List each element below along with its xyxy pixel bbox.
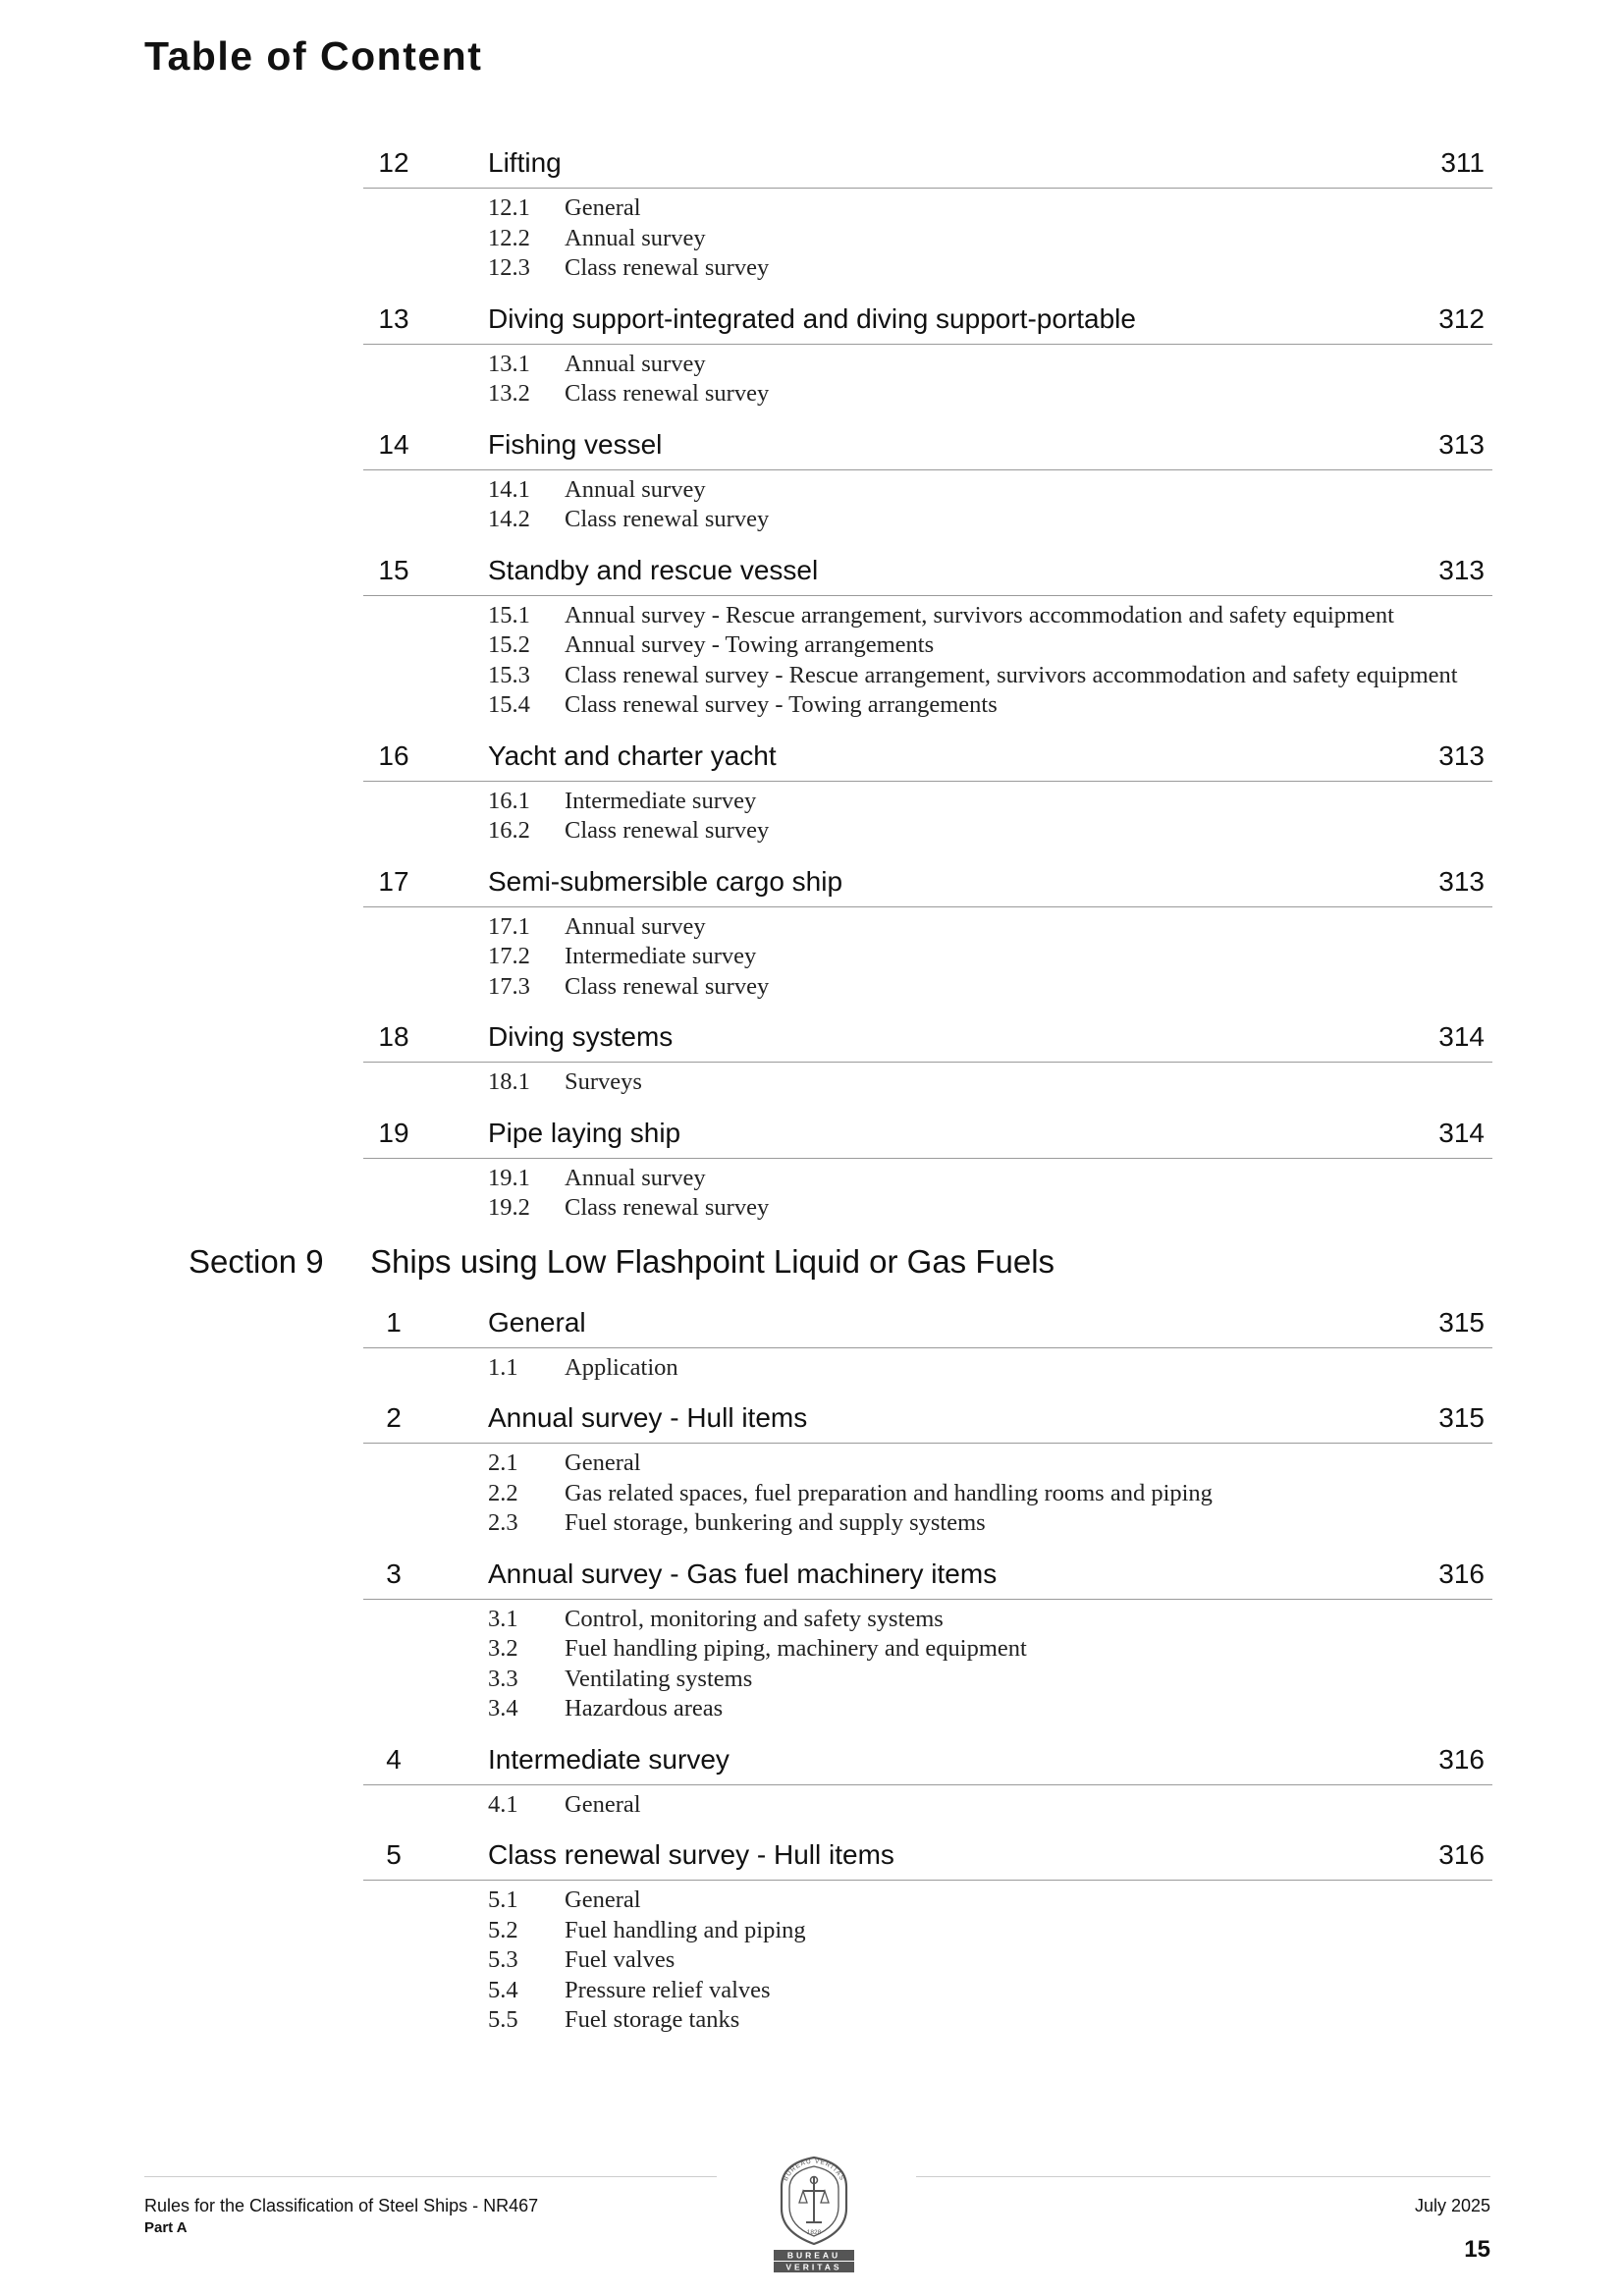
toc-subsection[interactable]: [488, 787, 1489, 817]
toc-subsection[interactable]: [488, 1479, 1489, 1509]
article-number: 5: [386, 1839, 402, 1870]
subsection-number: 15.2: [488, 631, 530, 658]
article-title[interactable]: Fishing vessel: [488, 428, 663, 460]
subsection-number: 15.3: [488, 661, 530, 688]
article-page-number: 312: [1438, 302, 1485, 334]
subsection-number: 17.1: [488, 912, 530, 940]
article-page-number: 314: [1438, 1117, 1485, 1148]
toc-subsection[interactable]: [488, 1164, 1489, 1194]
toc-subsection[interactable]: [488, 1694, 1489, 1724]
article-page-number: 316: [1438, 1558, 1485, 1589]
article-number: 2: [386, 1402, 402, 1433]
footer-date: July 2025: [1414, 2196, 1490, 2215]
subsection-title: Class renewal survey: [565, 817, 770, 844]
subsection-number: 15.1: [488, 601, 530, 629]
subsection-number: 2.1: [488, 1449, 518, 1476]
logo-wordmark-line1: BUREAU: [786, 2250, 841, 2261]
article-page-number: 313: [1438, 428, 1485, 460]
logo-ring-text: BUREAU VERITAS: [782, 2158, 846, 2183]
subsection-title: General: [565, 1790, 641, 1818]
toc-article[interactable]: [363, 137, 1492, 189]
toc-subsection[interactable]: [488, 1886, 1489, 1916]
toc-article[interactable]: [363, 419, 1492, 470]
toc-subsection[interactable]: [488, 972, 1489, 1003]
section-label: Section 9: [189, 1242, 324, 1280]
subsection-list: [488, 1881, 1489, 2046]
article-title[interactable]: Diving systems: [488, 1021, 674, 1052]
subsection-list: [488, 1600, 1489, 1734]
toc-subsection[interactable]: [488, 505, 1489, 535]
subsection-number: 12.3: [488, 254, 530, 281]
article-number: 12: [378, 147, 409, 178]
article-number: 19: [378, 1117, 409, 1148]
article-page-number: 316: [1438, 1743, 1485, 1775]
table-of-contents: [0, 137, 1622, 2046]
toc-subsection[interactable]: [488, 1976, 1489, 2006]
toc-subsection[interactable]: [488, 630, 1489, 661]
toc-article[interactable]: [363, 545, 1492, 596]
subsection-number: 13.1: [488, 350, 530, 377]
subsection-number: 14.2: [488, 506, 530, 532]
toc-subsection[interactable]: [488, 193, 1489, 224]
article-number: 14: [378, 428, 409, 460]
article-title[interactable]: Annual survey - Hull items: [488, 1402, 808, 1433]
subsection-title: Annual survey - Towing arrangements: [565, 631, 935, 658]
article-title[interactable]: Lifting: [488, 147, 562, 178]
toc-subsection[interactable]: [488, 224, 1489, 254]
subsection-list: [488, 1348, 1489, 1394]
toc-subsection[interactable]: [488, 912, 1489, 943]
subsection-title: Application: [565, 1353, 678, 1381]
article-title[interactable]: Standby and rescue vessel: [488, 554, 819, 585]
toc-subsection[interactable]: [488, 1067, 1489, 1098]
logo-wordmark-line2: VERITAS: [785, 2262, 842, 2272]
article-number: 17: [378, 865, 409, 897]
toc-subsection[interactable]: [488, 601, 1489, 631]
subsection-title: Hazardous areas: [565, 1695, 724, 1722]
subsection-title: Fuel handling and piping: [565, 1916, 806, 1943]
toc-article[interactable]: [363, 1297, 1492, 1348]
subsection-title: Control, monitoring and safety systems: [565, 1605, 944, 1632]
toc-article[interactable]: [363, 1549, 1492, 1600]
subsection-title: Intermediate survey: [565, 787, 757, 814]
section-heading: [0, 1241, 1622, 1297]
subsection-list: [488, 470, 1489, 545]
subsection-number: 3.4: [488, 1695, 518, 1722]
subsection-title: Class renewal survey: [565, 254, 770, 281]
subsection-title: Fuel storage, bunkering and supply systems: [565, 1509, 986, 1536]
article-number: 1: [386, 1306, 402, 1338]
article-title[interactable]: Pipe laying ship: [488, 1117, 681, 1148]
toc-subsection[interactable]: [488, 1605, 1489, 1635]
toc-article[interactable]: [363, 1393, 1492, 1444]
subsection-number: 18.1: [488, 1068, 530, 1095]
article-title[interactable]: Class renewal survey - Hull items: [488, 1839, 894, 1870]
footer-rule-right: [916, 2176, 1490, 2177]
article-page-number: 315: [1438, 1402, 1485, 1433]
toc-subsection[interactable]: [488, 1790, 1489, 1821]
toc-subsection[interactable]: [488, 1449, 1489, 1479]
article-page-number: 313: [1438, 554, 1485, 585]
article-page-number: 316: [1438, 1839, 1485, 1870]
subsection-number: 1.1: [488, 1353, 518, 1381]
toc-article[interactable]: [363, 294, 1492, 345]
toc-subsection[interactable]: [488, 350, 1489, 380]
article-title[interactable]: General: [488, 1306, 586, 1338]
subsection-title: Ventilating systems: [565, 1665, 753, 1692]
subsection-number: 2.2: [488, 1479, 518, 1506]
subsection-title: Class renewal survey: [565, 380, 770, 407]
article-title[interactable]: Yacht and charter yacht: [488, 739, 777, 771]
subsection-number: 17.2: [488, 943, 530, 969]
subsection-number: 5.1: [488, 1886, 518, 1913]
subsection-title: Fuel handling piping, machinery and equipment: [565, 1635, 1027, 1662]
article-number: 3: [386, 1558, 402, 1589]
subsection-list: [488, 596, 1489, 731]
article-title[interactable]: Annual survey - Gas fuel machinery items: [488, 1558, 998, 1589]
subsection-number: 12.1: [488, 194, 530, 221]
toc-subsection[interactable]: [488, 661, 1489, 691]
article-page-number: 313: [1438, 865, 1485, 897]
subsection-title: Fuel storage tanks: [565, 2006, 740, 2033]
article-title[interactable]: Semi-submersible cargo ship: [488, 865, 843, 897]
subsection-title: Class renewal survey - Rescue arrangement, survivors accommodation and safety equipment: [565, 661, 1458, 688]
footer-left: [144, 2196, 538, 2236]
subsection-number: 3.1: [488, 1605, 518, 1632]
subsection-title: General: [565, 194, 641, 221]
subsection-title: Intermediate survey: [565, 943, 757, 969]
subsection-title: Annual survey: [565, 912, 706, 940]
article-page-number: 311: [1440, 147, 1485, 178]
toc-subsection[interactable]: [488, 2005, 1489, 2036]
toc-article[interactable]: [363, 1734, 1492, 1785]
subsection-number: 2.3: [488, 1509, 518, 1536]
subsection-number: 16.2: [488, 817, 530, 844]
subsection-title: Annual survey: [565, 224, 706, 251]
footer-document-title: Rules for the Classification of Steel Ships - NR467: [144, 2196, 539, 2215]
subsection-title: General: [565, 1886, 641, 1913]
logo-year: 1828: [806, 2229, 822, 2236]
subsection-list: [488, 1159, 1489, 1233]
toc-article[interactable]: [363, 856, 1492, 907]
article-title[interactable]: Diving support-integrated and diving support-portable: [488, 302, 1136, 334]
footer-page-number: 15: [1464, 2236, 1490, 2263]
subsection-number: 17.3: [488, 972, 530, 1000]
toc-article[interactable]: [363, 1830, 1492, 1881]
article-number: 4: [386, 1743, 402, 1775]
toc-subsection[interactable]: [488, 379, 1489, 410]
toc-subsection[interactable]: [488, 1945, 1489, 1976]
footer-rule-left: [144, 2176, 717, 2177]
subsection-number: 19.2: [488, 1194, 530, 1221]
subsection-number: 13.2: [488, 380, 530, 407]
subsection-number: 5.5: [488, 2006, 518, 2033]
subsection-list: [488, 1785, 1489, 1831]
subsection-title: Surveys: [565, 1068, 642, 1095]
subsection-title: Annual survey: [565, 350, 706, 377]
subsection-title: Class renewal survey - Towing arrangements: [565, 691, 998, 718]
subsection-number: 19.1: [488, 1164, 530, 1191]
subsection-list: [488, 907, 1489, 1012]
subsection-title: Class renewal survey: [565, 1194, 770, 1221]
subsection-number: 4.1: [488, 1790, 518, 1818]
subsection-list: [488, 782, 1489, 856]
toc-subsection[interactable]: [488, 1193, 1489, 1224]
subsection-title: Annual survey: [565, 1164, 706, 1191]
subsection-number: 5.4: [488, 1976, 518, 2003]
toc-subsection[interactable]: [488, 1353, 1489, 1384]
article-title[interactable]: Intermediate survey: [488, 1743, 730, 1775]
footer-part: Part A: [144, 2219, 188, 2236]
article-number: 18: [378, 1021, 409, 1052]
toc-subsection[interactable]: [488, 690, 1489, 721]
subsection-list: [488, 345, 1489, 419]
page-title: Table of Content: [144, 33, 483, 79]
article-number: 16: [378, 739, 409, 771]
subsection-number: 3.3: [488, 1665, 518, 1692]
subsection-number: 3.2: [488, 1635, 518, 1662]
subsection-title: Gas related spaces, fuel preparation and handling rooms and piping: [565, 1479, 1213, 1506]
subsection-title: Class renewal survey: [565, 972, 770, 1000]
toc-article[interactable]: [363, 1011, 1492, 1063]
subsection-number: 14.1: [488, 475, 530, 503]
bureau-veritas-logo-icon: [762, 2148, 866, 2273]
subsection-number: 5.3: [488, 1946, 518, 1973]
toc-subsection[interactable]: [488, 475, 1489, 506]
subsection-number: 12.2: [488, 224, 530, 251]
toc-subsection[interactable]: [488, 1916, 1489, 1946]
subsection-title: Pressure relief valves: [565, 1976, 771, 2003]
toc-article[interactable]: [363, 1108, 1492, 1159]
toc-subsection[interactable]: [488, 942, 1489, 972]
subsection-title: General: [565, 1449, 641, 1476]
toc-subsection[interactable]: [488, 1665, 1489, 1695]
toc-subsection[interactable]: [488, 1634, 1489, 1665]
subsection-title: Class renewal survey: [565, 506, 770, 532]
subsection-list: [488, 189, 1489, 294]
subsection-number: 15.4: [488, 691, 530, 718]
article-page-number: 315: [1438, 1306, 1485, 1338]
subsection-number: 5.2: [488, 1916, 518, 1943]
subsection-title: Annual survey - Rescue arrangement, survivors accommodation and safety equipment: [565, 601, 1394, 629]
toc-article[interactable]: [363, 731, 1492, 782]
article-page-number: 313: [1438, 739, 1485, 771]
subsection-list: [488, 1444, 1489, 1549]
article-number: 13: [378, 302, 409, 334]
subsection-list: [488, 1063, 1489, 1108]
toc-subsection[interactable]: [488, 816, 1489, 847]
section-title[interactable]: Ships using Low Flashpoint Liquid or Gas Fuels: [370, 1242, 1055, 1280]
toc-subsection[interactable]: [488, 1508, 1489, 1539]
subsection-title: Annual survey: [565, 475, 706, 503]
article-page-number: 314: [1438, 1021, 1485, 1052]
subsection-title: Fuel valves: [565, 1946, 676, 1973]
toc-subsection[interactable]: [488, 253, 1489, 284]
article-number: 15: [378, 554, 409, 585]
subsection-number: 16.1: [488, 787, 530, 814]
